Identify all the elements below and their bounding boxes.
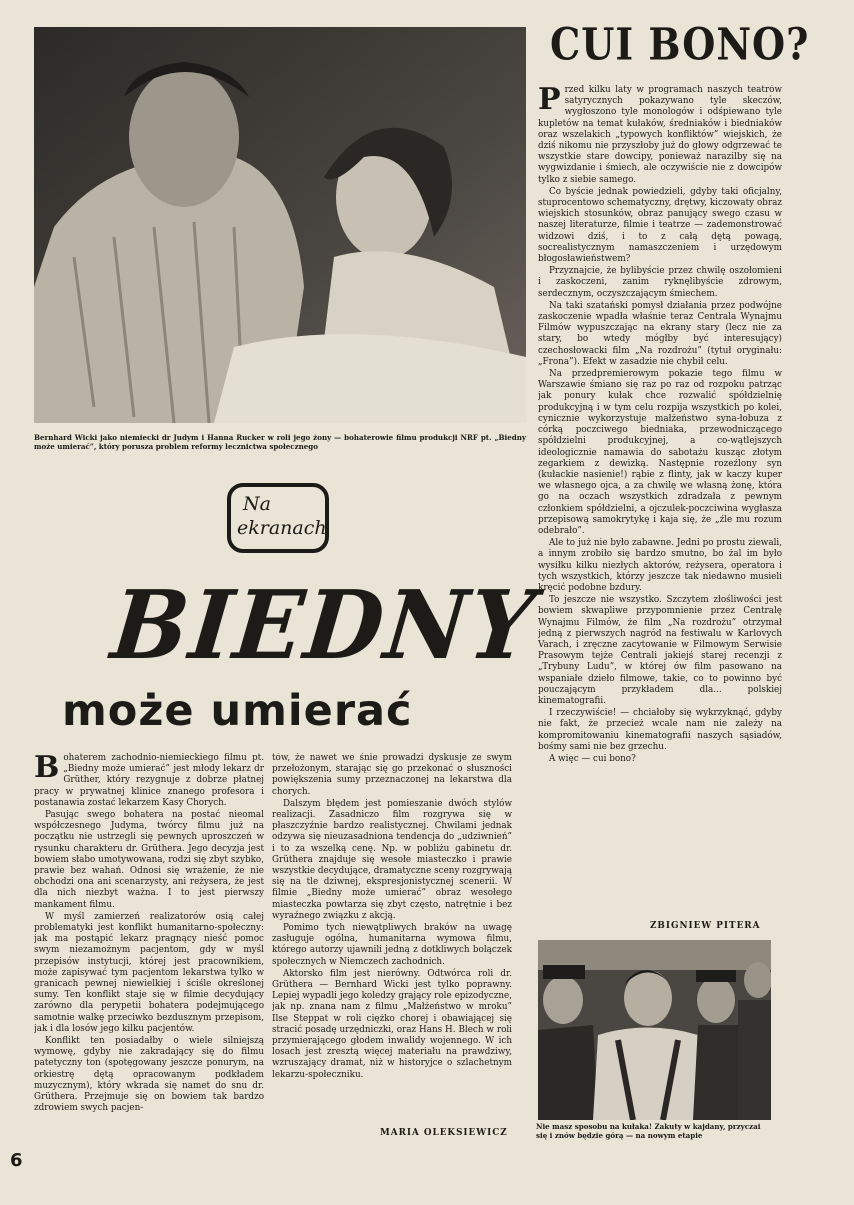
moze-umierac-subheadline: może umierać <box>62 686 413 736</box>
article-paragraph <box>34 753 264 809</box>
drop-cap: P <box>538 85 561 117</box>
article-paragraph: Aktorsko film jest nierówny. Odtwórca roli dr. Grüthera — Bernhard Wicki jest tylko poprawny. Lepiej wypadli jego koledzy grający role epizodyczne, jak np. znana nam z filmu „Małżeństwo w mroku” Ilse Steppat w roli ciężko chorej i obawiającej się stracić posadę urzędniczki, oraz Hans H. Blech w roli przymierającego głodem inwalidy wojennego. W ich losach jest zresztą więcej materiału na prawdziwy, wzruszający dramat, niż w historyjce o szlachetnym lekarzu-społeczniku. <box>272 968 512 1080</box>
film-still-photo-bottom <box>538 940 771 1120</box>
page-number: 6 <box>10 1150 23 1171</box>
article-paragraph: I rzeczywiście! — chciałoby się wykrzyknąć, gdyby nie fakt, że przecież wcale nam nie zależy na kompromitowaniu kinematografii naszych sąsiadów, bośmy sami nie bez grzechu. <box>538 708 782 752</box>
paragraph-text: ohaterem zachodnio-niemieckiego filmu pt. „Biedny może umierać” jest młody lekarz dr Grüther, który rezygnuje z dobrze płatnej pracy w prywatnej klinice znanego profesora i postanawia zostać lekarzem Kasy Chorych. <box>34 753 264 808</box>
author-signature-pitera: ZBIGNIEW PITERA <box>650 921 761 931</box>
na-ekranach-section-logo <box>227 482 329 554</box>
article-paragraph: To jeszcze nie wszystko. Szczytem złośliwości jest bowiem skwapliwe przypomnienie przez Centralę Wynajmu Filmów, że film „Na rozdrożu” otrzymał jedną z pierwszych nagród na festiwalu w Karlovych Varach, i zręczne zacytowanie w Filmowym Serwisie Prasowym tejże Centrali jakiejś starej recenzji z „Trybuny Ludu”, w której ów film pasowano na wspaniałe dzieło filmowe, takie, co to powinno być pouczającym przykładem dla... polskiej kinematografii. <box>538 595 782 706</box>
article-paragraph: A więc — cui bono? <box>549 753 636 764</box>
photo-bottom-caption: Nie masz sposobu na kułaka! Zakuty w kajdany, przyczai się i znów będzie górą — na nowym etapie <box>536 1122 761 1140</box>
paragraph-text: rzed kilku laty w programach naszych teatrów satyrycznych pokazywano tyle skeczów, wygłoszono tyle monologów i odśpiewano tyle kupletów na temat kułaków, średniaków i biedniaków oraz wszelakich „typowych konfliktów” wiejskich, że dziś nikomu nie przyszłoby już do głowy odgrzewać te wszystkie stare dowcipy, ponieważ narazilby się na wygwizdanie i śmiech, ale oczywiście nie z dowcipów tylko z siebie samego. <box>538 85 782 185</box>
author-signature-oleksiewicz: MARIA OLEKSIEWICZ <box>380 1128 508 1138</box>
article-paragraph: Ale to już nie było zabawne. Jedni po prostu ziewali, a innym zrobiło się bardzo smutno, bo żal im było wysiłku kilku niezłych aktorów, reżysera, operatora i tych wszystkich, którzy jeszcze tak niedawno musieli kręcić podobne bzdury. <box>538 538 782 593</box>
article-paragraph: tów, że nawet we śnie prowadzi dyskusje ze swym przełożonym, starając się go przekonać o słuszności powiększenia sumy przeznaczonej na lekarstwa dla chorych. <box>272 753 512 797</box>
logo-text-line2: ekranach <box>237 517 327 539</box>
drop-cap: B <box>34 753 60 785</box>
biedny-headline: BIEDNY <box>106 570 542 682</box>
cui-bono-headline: CUI BONO? <box>550 18 810 70</box>
article-paragraph: Na taki szatański pomysł działania przez podwójne zaskoczenie wpadła właśnie teraz Centrala Wynajmu Filmów wypuszczając na ekrany stary (lecz nie za stary, bo wtedy mógłby być interesujący) czechosłowacki film „Na rozdrożu” (tytuł oryginału: „Frona”). Efekt w zasadzie nie chybił celu. <box>538 300 782 367</box>
film-still-photo-top <box>34 27 526 423</box>
biedny-article-column-2 <box>272 753 512 1148</box>
article-paragraph: Pasując swego bohatera na postać nieomal współczesnego Judyma, twórcy filmu już na początku nie ustrzegli się pewnych uproszczeń w rysunku charakteru dr. Grüthera. Jego decyzja jest bowiem słabo umotywowana, rodzi się zbyt szybko, prawie bez wahań. Odnosi się wrażenie, że nie obchodzi ona ani scenarzysty, ani reżysera, że jest dla nich niezbyt ważna. I to jest pierwszy mankament filmu. <box>34 810 264 910</box>
photo-bottom-image <box>538 940 771 1120</box>
article-paragraph: Co byście jednak powiedzieli, gdyby taki oficjalny, stuprocentowo schematyczny, drętwy, kiczowaty obraz wiejskich stosunków, obraz panujący swego czasu w naszej literaturze, filmie i teatrze — zademonstrować widzowi dziś, i to z całą dętą powagą, socrealistycznym namaszczeniem i urzędowym błogosławieństwem? <box>538 186 782 265</box>
photo-top-image <box>34 27 526 423</box>
photo-top-caption: Bernhard Wicki jako niemiecki dr Judym i Hanna Rucker w roli jego żony — bohaterowie filmu produkcji NRF pt. „Biedny może umierać”, który porusza problem reformy lecznictwa społecznego <box>34 433 526 451</box>
article-paragraph: Na przedpremierowym pokazie tego filmu w Warszawie śmiano się raz po raz od rozpoku patrząc jak ponury kułak chce rozwalić spółdzielnię produkcyjną i w tym celu rozpija wszystkich po kolei, cynicznie wykorzystuje małżeństwo syna-łobuza z córką poczciwego biedniaka, przewodniczącego spółdzielni produkcyjnej, a co-wątlejszych ideologicznie namawia do sabotażu kusząc złotym zegarkiem z dewizką. Następnie rozeźlony syn (kułackie nasienie!) rąbie z flinty, jak w kaczy kuper we własnego ojca, a za chwilę we własną żonę, która go na oczach wszystkich zdradzała z pewnym członkiem spółdzielni, a ojczulek-poczciwina wygłasza przepisową samokrytykę i kaja się, że „źle mu rozum odebrało”. <box>538 369 782 536</box>
article-paragraph: Przyznajcie, że bylibyście przez chwilę oszołomieni i zaskoczeni, zanim ryknęlibyście zdrowym, serdecznym, oczyszczającym śmiechem. <box>538 266 782 299</box>
article-paragraph <box>538 85 782 186</box>
article-paragraph: Dalszym błędem jest pomieszanie dwóch stylów realizacji. Zasadniczo film rozgrywa się w płaszczyźnie bardzo realistycznej. Chwilami jednak odzywa się nieuzasadniona tendencja do „udziwnień” i to za wszelką cenę. Np. w pobliżu gabinetu dr. Grüthera znajduje się wesołe miasteczko i prawie wszystkie decydujące, dramatyczne sceny rozgrywają się na tle dziwnej, ekspresjonistycznej scenerii. W filmie „Biedny może umierać” obraz wesołego miasteczka powtarza się zbyt często, natrętnie i bez wyraźnego związku z akcją. <box>272 798 512 921</box>
article-paragraph: Pomimo tych niewątpliwych braków na uwagę zasługuje ogólna, humanitarna wymowa filmu, którego autorzy ujawnili jedną z dotkliwych bolączek społecznych w Niemczech zachodnich. <box>272 923 512 967</box>
article-paragraph: W myśl zamierzeń realizatorów osią całej problematyki jest konflikt humanitarno-społeczny: jak ma postąpić lekarz pragnący nieść pomoc swym niezamożnym pacjentom, gdy w myśl przepisów instytucji, której jest pracownikiem, może zapisywać tym pacjentom lekarstwa tylko w granicach pewnej niewielkiej i ściśle określonej sumy. Ten konflikt staje się w filmie decydujący zarówno dla perypetii bohatera podejmującego samotnie walkę przeciwko bezdusznym przepisom, jak i dla losów jego kilku pacjentów. <box>34 911 264 1034</box>
article-paragraph: Konflikt ten posiadałby o wiele silniejszą wymowę, gdyby nie zakradający się do filmu patetyczny ton (spotęgowany jeszcze ponurym, na orkiestrę dętą opracowanym podkładem muzycznym), który wkrada się namet do snu dr. Grüthera. Przejmuje się on bowiem tak bardzo zdrowiem swych pacjen- <box>34 1036 264 1114</box>
logo-text-line1: Na <box>243 493 271 515</box>
biedny-article-column-1 <box>34 753 264 1148</box>
cui-bono-article-body <box>538 85 782 910</box>
